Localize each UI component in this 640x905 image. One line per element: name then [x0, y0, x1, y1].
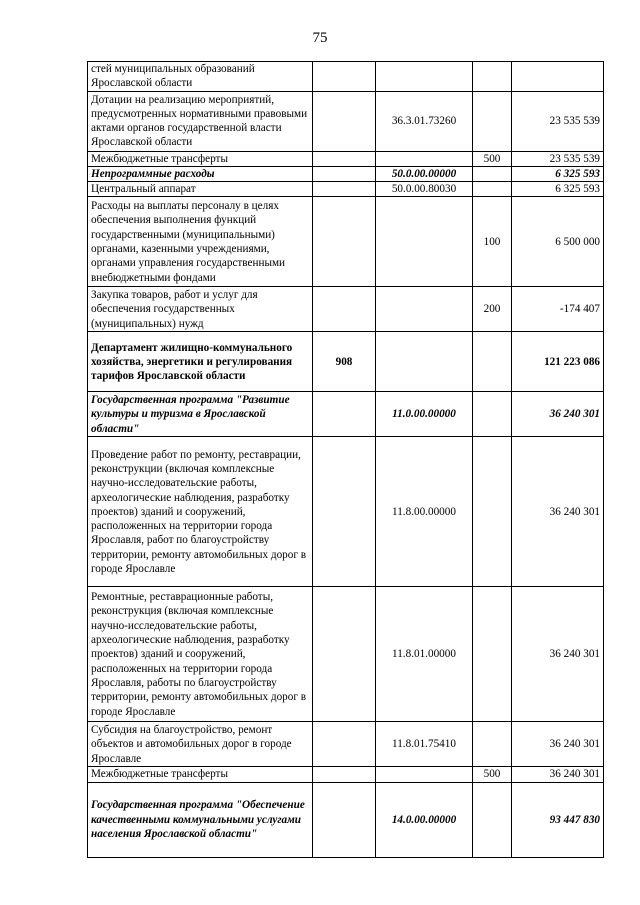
row-code: 11.0.00.00000: [376, 392, 473, 437]
row-dept: [313, 587, 376, 722]
table-row: [88, 197, 604, 287]
row-dept: [313, 287, 376, 332]
row-amount: 23 535 539: [512, 151, 604, 166]
row-dept: [313, 722, 376, 767]
row-name: Государственная программа "Обеспечение качественными коммунальными услугами населения Ярославской области": [88, 782, 313, 857]
row-name: Межбюджетные трансферты: [88, 151, 313, 166]
row-amount: 36 240 301: [512, 722, 604, 767]
row-code: [376, 197, 473, 287]
row-name: Государственная программа "Развитие культуры и туризма в Ярославской области": [88, 392, 313, 437]
table-row: [88, 767, 604, 782]
table-row: [88, 782, 604, 857]
row-amount: 93 447 830: [512, 782, 604, 857]
row-dept: [313, 767, 376, 782]
table-row: [88, 62, 604, 92]
row-name: Закупка товаров, работ и услуг для обеспечения государственных (муниципальных) нужд: [88, 287, 313, 332]
table-row: [88, 587, 604, 722]
row-amount: 36 240 301: [512, 392, 604, 437]
row-amount: 36 240 301: [512, 767, 604, 782]
budget-table-body: [88, 62, 604, 858]
row-name: Центральный аппарат: [88, 182, 313, 197]
row-dept: [313, 437, 376, 587]
row-name: Департамент жилищно-коммунального хозяйства, энергетики и регулирования тарифов Ярославской области: [88, 332, 313, 392]
row-type: [473, 392, 512, 437]
row-type: [473, 91, 512, 151]
row-amount: 36 240 301: [512, 587, 604, 722]
row-dept: [313, 182, 376, 197]
row-type: 100: [473, 197, 512, 287]
row-amount: 23 535 539: [512, 91, 604, 151]
row-name: Расходы на выплаты персоналу в целях обеспечения выполнения функций государственными (муниципальными) органами, казенными учреждениями, органами управления государственными внебюджетными фондами: [88, 197, 313, 287]
table-row: [88, 287, 604, 332]
row-dept: [313, 197, 376, 287]
budget-table: [87, 61, 604, 858]
table-row: [88, 392, 604, 437]
table-row: [88, 91, 604, 151]
row-type: [473, 62, 512, 92]
row-code: [376, 767, 473, 782]
table-row: [88, 166, 604, 181]
row-type: [473, 182, 512, 197]
row-dept: [313, 151, 376, 166]
row-amount: 6 500 000: [512, 197, 604, 287]
row-dept: [313, 782, 376, 857]
row-dept: [313, 91, 376, 151]
row-code: [376, 287, 473, 332]
row-dept: [313, 62, 376, 92]
row-type: [473, 782, 512, 857]
row-name: Проведение работ по ремонту, реставрации, реконструкции (включая комплексные научно-исследовательские работы, археологические наблюдения, разработку проектов) зданий и сооружений, расположенных на территории города Ярославля, работ по благоустройству территории, ремонту автомобильных дорог в городе Ярославле: [88, 437, 313, 587]
row-code: 11.8.00.00000: [376, 437, 473, 587]
row-code: 14.0.00.00000: [376, 782, 473, 857]
row-type: 500: [473, 151, 512, 166]
row-type: [473, 437, 512, 587]
row-type: [473, 722, 512, 767]
row-dept: [313, 392, 376, 437]
row-code: 11.8.01.75410: [376, 722, 473, 767]
row-code: 11.8.01.00000: [376, 587, 473, 722]
row-amount: 121 223 086: [512, 332, 604, 392]
table-row: [88, 151, 604, 166]
row-name: Межбюджетные трансферты: [88, 767, 313, 782]
row-name: Субсидия на благоустройство, ремонт объектов и автомобильных дорог в городе Ярославле: [88, 722, 313, 767]
row-dept: [313, 166, 376, 181]
row-name: Ремонтные, реставрационные работы, реконструкция (включая комплексные научно-исследовательские работы, археологические наблюдения, разработку проектов) зданий и сооружений, расположенных на территории города Ярославля, работы по благоустройству территории, ремонту автомобильных дорог в городе Ярославле: [88, 587, 313, 722]
row-amount: [512, 62, 604, 92]
table-row: [88, 332, 604, 392]
row-code: 50.0.00.80030: [376, 182, 473, 197]
row-type: 500: [473, 767, 512, 782]
table-row: [88, 722, 604, 767]
row-type: [473, 166, 512, 181]
row-type: [473, 587, 512, 722]
row-name: стей муниципальных образований Ярославской области: [88, 62, 313, 92]
row-name: Непрограммные расходы: [88, 166, 313, 181]
table-row: [88, 437, 604, 587]
row-code: 36.3.01.73260: [376, 91, 473, 151]
row-code: [376, 332, 473, 392]
row-code: [376, 62, 473, 92]
table-row: [88, 182, 604, 197]
row-type: [473, 332, 512, 392]
page-number: 75: [312, 30, 328, 46]
row-type: 200: [473, 287, 512, 332]
row-dept: 908: [313, 332, 376, 392]
row-code: [376, 151, 473, 166]
row-amount: 6 325 593: [512, 182, 604, 197]
row-amount: 36 240 301: [512, 437, 604, 587]
row-code: 50.0.00.00000: [376, 166, 473, 181]
row-amount: 6 325 593: [512, 166, 604, 181]
row-name: Дотации на реализацию мероприятий, предусмотренных нормативными правовыми актами органов государственной власти Ярославской области: [88, 91, 313, 151]
row-amount: -174 407: [512, 287, 604, 332]
